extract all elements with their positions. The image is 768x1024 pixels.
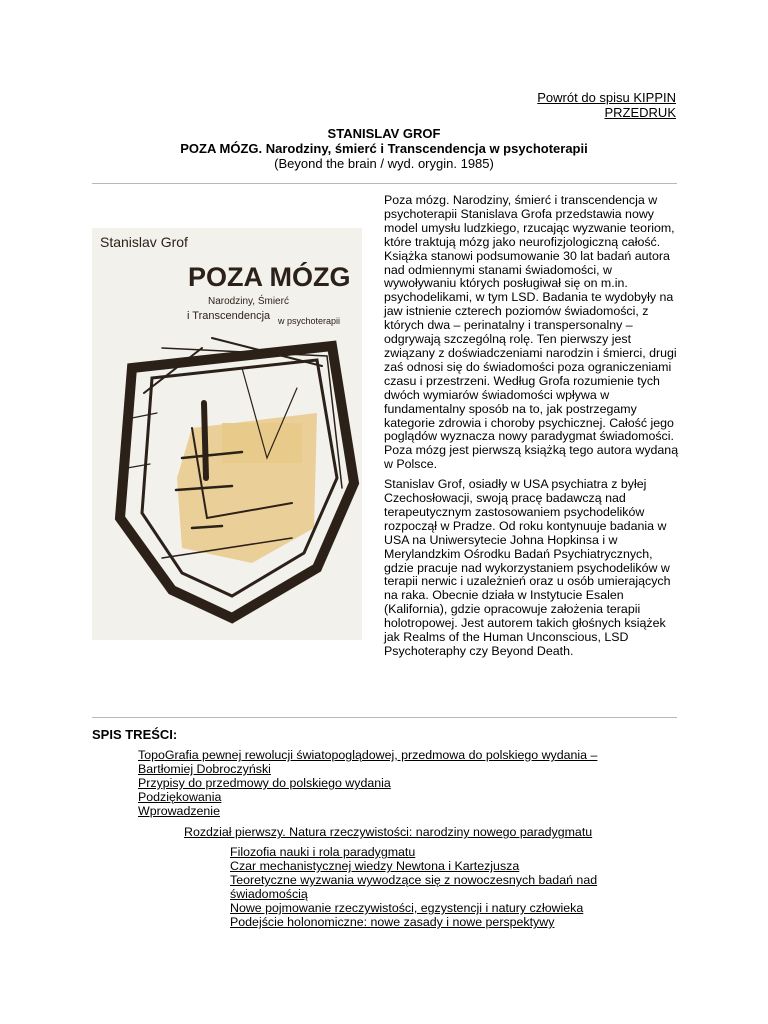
book-original-title: (Beyond the brain / wyd. orygin. 1985) bbox=[274, 156, 494, 171]
toc-item-newton-descartes[interactable]: Czar mechanistycznej wiedzy Newtona i Kartezjusza bbox=[230, 859, 520, 873]
toc-item-foreword[interactable]: TopoGrafia pewnej rewolucji światopoglądowej, przedmowa do polskiego wydania – Bartłomiej Dobroczyński bbox=[138, 748, 598, 776]
description-paragraph-2: Stanislav Grof, osiadły w USA psychiatra z byłej Czechosłowacji, swoją pracę badawczą nad terapeutycznym zastosowaniem psychodelików rozpoczął w Pradze. Od roku kontynuuje badania w USA na Uniwersytecie Johna Hopkinsa i w Merylandzkim Ośrodku Badań Psychiatrycznych, gdzie pracuje nad wykorzystaniem psychodelików w terapii nerwic i uzależnień oraz u osób umierających na raka. Obecnie działa w Instytucie Esalen (Kalifornia), gdzie opracowuje założenia terapii holotropowej. Jest autorem takich głośnych książek jak Realms of the Human Unconscious, LSD Psychoteraphy czy Beyond Death. bbox=[384, 477, 671, 658]
cover-art bbox=[92, 228, 362, 640]
description-paragraph-1: Poza mózg. Narodziny, śmierć i transcendencja w psychoterapii Stanislava Grofa przedstawia nowy model umysłu ludzkiego, rzucając wyzwanie teoriom, które traktują mózg jako neurofizjologiczną całość. Książka stanowi podsumowanie 30 lat badań autora nad odmiennymi stanami świadomości, w wywoływaniu których posługiwał się on m.in. psychodelikami, w tym LSD. Badania te wydobyły na jaw istnienie czterech poziomów świadomości, z których dwa – perinatalny i transpersonalny – odgrywają szczególną rolę. Ten pierwszy jest związany z doświadczeniami narodzin i śmierci, drugi zaś odnosi się do świadomości poza ograniczeniami czasu i przestrzeni. Według Grofa rozumienie tych dwóch wymiarów świadomości wpływa w fundamentalny sposób na to, jak postrzegamy kategorie zdrowia i choroby psychicznej. Całość jego poglądów wyznacza nowy paradygmat świadomości. Poza mózg jest pierwszą książką tego autora wydaną w Polsce. bbox=[384, 193, 679, 472]
book-cover bbox=[92, 228, 362, 640]
toc-chapter-1 bbox=[184, 825, 664, 839]
cover-line-3: w psychoterapii bbox=[278, 316, 341, 326]
toc-level1-list bbox=[138, 748, 638, 818]
book-author: STANISLAV GROF bbox=[327, 126, 441, 141]
top-links bbox=[537, 90, 676, 120]
toc-heading: SPIS TREŚCI: bbox=[92, 727, 178, 742]
book-header bbox=[0, 126, 768, 171]
back-to-kippin-link[interactable]: Powrót do spisu KIPPIN bbox=[537, 90, 676, 105]
book-description bbox=[384, 194, 680, 665]
toc-item-acknowledgements[interactable]: Podziękowania bbox=[138, 790, 222, 804]
divider-top bbox=[92, 183, 677, 184]
cover-author: Stanislav Grof bbox=[100, 234, 188, 250]
cover-line-2: i Transcendencja bbox=[187, 310, 271, 322]
reprint-link[interactable]: PRZEDRUK bbox=[604, 105, 676, 120]
toc-chapter-1-link[interactable]: Rozdział pierwszy. Natura rzeczywistości: narodziny nowego paradygmatu bbox=[184, 825, 593, 839]
divider-toc bbox=[92, 717, 677, 718]
book-title: POZA MÓZG. Narodziny, śmierć i Transcendencja w psychoterapii bbox=[180, 141, 588, 156]
toc-item-new-understanding[interactable]: Nowe pojmowanie rzeczywistości, egzystencji i natury człowieka bbox=[230, 901, 584, 915]
cover-line-1: Narodziny, Śmierć bbox=[208, 296, 289, 307]
toc-item-holonomic-approach[interactable]: Podejście holonomiczne: nowe zasady i nowe perspektywy bbox=[230, 915, 555, 929]
toc-chapter-1-list bbox=[230, 845, 630, 929]
cover-title: POZA MÓZG bbox=[188, 262, 351, 292]
toc-item-philosophy-of-science[interactable]: Filozofia nauki i rola paradygmatu bbox=[230, 845, 416, 859]
toc-item-foreword-notes[interactable]: Przypisy do przedmowy do polskiego wydania bbox=[138, 776, 391, 790]
toc-item-introduction[interactable]: Wprowadzenie bbox=[138, 804, 220, 818]
toc-item-theoretical-challenges[interactable]: Teoretyczne wyzwania wywodzące się z nowoczesnych badań nad świadomością bbox=[230, 873, 598, 901]
